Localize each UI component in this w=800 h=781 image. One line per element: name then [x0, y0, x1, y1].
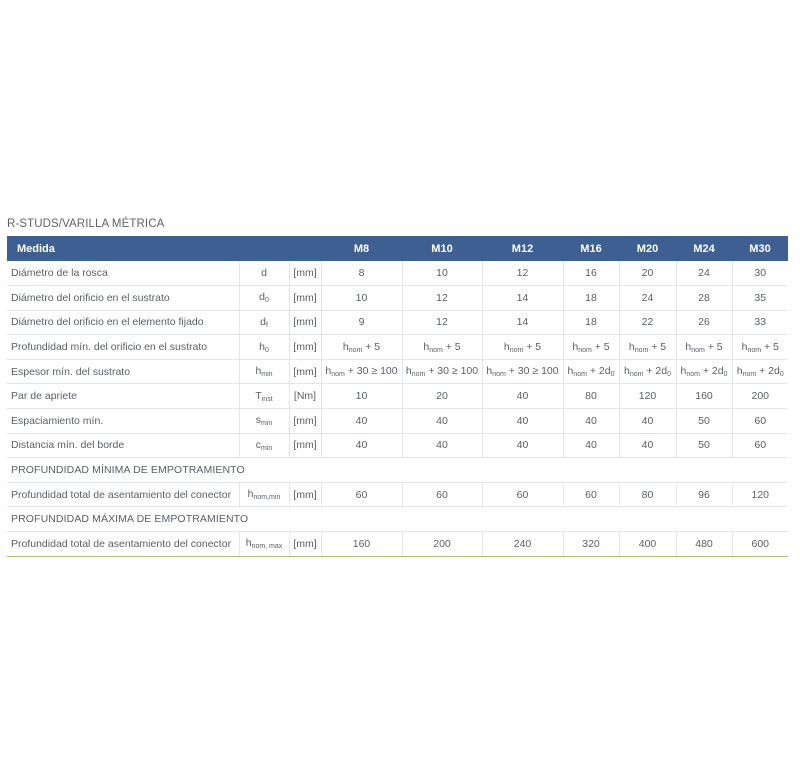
formula-subscript: nom: [686, 371, 700, 379]
value-cell: 24: [676, 261, 732, 286]
value-cell: 80: [619, 482, 676, 507]
formula-subscript: nom: [747, 346, 762, 354]
value-cell: 18: [563, 310, 619, 335]
value-cell: [402, 335, 482, 360]
value-cell: [619, 335, 676, 360]
row-symbol: [239, 310, 289, 335]
symbol-subscript: min: [261, 371, 273, 379]
value-cell: 26: [676, 310, 732, 335]
value-cell: [563, 359, 619, 384]
formula-var: h: [736, 365, 743, 378]
formula-var: h: [503, 340, 510, 353]
formula-var: h: [680, 365, 687, 378]
value-cell: 320: [563, 532, 619, 557]
formula-subscript: 0: [779, 371, 784, 379]
value-cell: 9: [321, 310, 402, 335]
formula-subscript: 0: [667, 371, 672, 379]
value-cell: [321, 359, 402, 384]
symbol-base: d: [259, 291, 265, 304]
symbol-base: h: [245, 537, 252, 550]
formula-rest: + 5: [704, 340, 723, 353]
value-cell: 50: [676, 433, 732, 458]
formula-rest: + 30 ≥ 100: [425, 365, 479, 378]
row-symbol: [239, 261, 289, 286]
symbol-base: h: [255, 365, 262, 378]
row-symbol: [239, 384, 289, 409]
value-cell: 40: [563, 409, 619, 434]
formula-subscript: nom: [634, 346, 649, 354]
symbol-subscript: min: [260, 420, 273, 428]
section-row: [7, 458, 788, 483]
value-cell: 60: [321, 482, 402, 507]
value-cell: 18: [563, 286, 619, 311]
section-heading: PROFUNDIDAD MÁXIMA DE EMPOTRAMIENTO: [7, 507, 788, 532]
value-cell: 600: [732, 532, 788, 557]
formula-var: h: [623, 365, 630, 378]
table-row: [7, 310, 788, 335]
value-cell: 10: [321, 384, 402, 409]
value-cell: 20: [619, 261, 676, 286]
formula-subscript: nom: [573, 371, 587, 379]
table-body: [7, 261, 788, 556]
formula-var: h: [628, 340, 635, 353]
formula-rest: + 5: [523, 340, 542, 353]
formula-rest: + 5: [362, 340, 381, 353]
value-cell: [732, 335, 788, 360]
formula-var: h: [423, 340, 430, 353]
header-size: M16: [580, 242, 602, 255]
formula-subscript: nom: [331, 371, 345, 379]
table-row: [7, 532, 788, 557]
symbol-base: h: [259, 340, 265, 353]
formula-subscript: nom: [348, 346, 363, 354]
formula-subscript: nom: [629, 371, 644, 379]
formula-rest: + 5: [761, 340, 779, 353]
value-cell: 200: [732, 384, 788, 409]
header-size: M12: [511, 242, 534, 255]
header-size: M8: [353, 242, 370, 255]
value-cell: 40: [563, 433, 619, 458]
value-cell: 28: [676, 286, 732, 311]
header-size: M24: [693, 242, 715, 255]
row-symbol: [239, 359, 289, 384]
value-cell: [732, 359, 788, 384]
row-unit: [mm]: [289, 482, 321, 507]
symbol-subscript: f: [265, 321, 268, 329]
specs-table: [7, 236, 788, 557]
row-symbol: [239, 409, 289, 434]
formula-rest: + 5: [648, 340, 667, 353]
symbol-subscript: inst: [261, 395, 273, 403]
symbol-base: T: [255, 389, 262, 402]
formula-var: h: [572, 340, 579, 353]
formula-subscript: nom: [578, 346, 592, 354]
value-cell: 240: [482, 532, 563, 557]
formula-subscript: 0: [723, 371, 728, 379]
table-row: [7, 433, 788, 458]
value-cell: 14: [482, 310, 563, 335]
row-unit: [mm]: [289, 409, 321, 434]
value-cell: [563, 335, 619, 360]
row-unit: [mm]: [289, 532, 321, 557]
row-unit: [mm]: [289, 261, 321, 286]
header-size: M20: [636, 242, 659, 255]
table-row: [7, 482, 788, 507]
formula-rest: + 5: [591, 340, 610, 353]
value-cell: 480: [676, 532, 732, 557]
value-cell: 10: [321, 286, 402, 311]
formula-subscript: nom: [492, 371, 506, 379]
formula-rest: + 2d: [699, 365, 724, 378]
value-cell: [482, 359, 563, 384]
row-unit: [mm]: [289, 433, 321, 458]
value-cell: 14: [482, 286, 563, 311]
value-cell: 160: [676, 384, 732, 409]
value-cell: 80: [563, 384, 619, 409]
value-cell: [402, 359, 482, 384]
table-row: [7, 286, 788, 311]
formula-subscript: nom: [742, 371, 757, 379]
value-cell: 160: [321, 532, 402, 557]
header-measure: Medida: [17, 242, 55, 255]
row-label: Diámetro del orificio en el sustrato: [7, 286, 239, 311]
value-cell: [676, 359, 732, 384]
row-label: Espaciamiento mín.: [7, 409, 239, 434]
value-cell: 30: [732, 261, 788, 286]
value-cell: 40: [402, 409, 482, 434]
value-cell: 400: [619, 532, 676, 557]
row-unit: [mm]: [289, 286, 321, 311]
formula-subscript: nom: [429, 346, 443, 354]
header-row: [7, 236, 788, 261]
symbol-subscript: nom, max: [251, 543, 283, 551]
row-unit: [mm]: [289, 310, 321, 335]
row-symbol: [239, 433, 289, 458]
formula-rest: + 2d: [586, 365, 611, 378]
value-cell: 60: [732, 409, 788, 434]
row-label: Espesor mín. del sustrato: [7, 359, 239, 384]
formula-rest: + 30 ≥ 100: [505, 365, 559, 378]
value-cell: 60: [563, 482, 619, 507]
value-cell: 40: [619, 433, 676, 458]
formula-var: h: [567, 365, 574, 378]
value-cell: 12: [402, 310, 482, 335]
table-row: [7, 261, 788, 286]
section-heading: PROFUNDIDAD MÍNIMA DE EMPOTRAMIENTO: [7, 458, 788, 483]
value-cell: [619, 359, 676, 384]
table-title: R-STUDS/VARILLA MÉTRICA: [7, 218, 165, 230]
formula-var: h: [685, 340, 692, 353]
header-size: M10: [431, 242, 453, 255]
formula-subscript: nom: [411, 371, 426, 379]
section-row: [7, 507, 788, 532]
formula-var: h: [342, 340, 349, 353]
value-cell: 60: [732, 433, 788, 458]
table-row: [7, 335, 788, 360]
row-label: Profundidad total de asentamiento del conector: [7, 532, 239, 557]
row-symbol: [239, 335, 289, 360]
value-cell: 22: [619, 310, 676, 335]
value-cell: 20: [402, 384, 482, 409]
value-cell: 40: [482, 433, 563, 458]
value-cell: 16: [563, 261, 619, 286]
formula-rest: + 2d: [643, 365, 668, 378]
formula-subscript: nom: [691, 346, 705, 354]
table-row: [7, 359, 788, 384]
value-cell: 200: [402, 532, 482, 557]
table-row: [7, 409, 788, 434]
formula-rest: + 30 ≥ 100: [344, 365, 398, 378]
value-cell: 12: [402, 286, 482, 311]
table-header: [7, 236, 788, 261]
value-cell: 60: [402, 482, 482, 507]
value-cell: 40: [482, 384, 563, 409]
symbol-subscript: 0: [264, 346, 269, 354]
symbol-base: d: [260, 315, 266, 328]
symbol-base: c: [255, 438, 261, 451]
formula-rest: + 2d: [756, 365, 780, 378]
symbol-subscript: min: [260, 444, 273, 452]
formula-subscript: nom: [509, 346, 524, 354]
value-cell: 35: [732, 286, 788, 311]
value-cell: 33: [732, 310, 788, 335]
value-cell: 8: [321, 261, 402, 286]
value-cell: 120: [619, 384, 676, 409]
value-cell: 96: [676, 482, 732, 507]
row-label: Diámetro de la rosca: [7, 261, 239, 286]
row-label: Profundidad total de asentamiento del conector: [7, 482, 239, 507]
formula-var: h: [486, 365, 493, 378]
row-unit: [mm]: [289, 359, 321, 384]
symbol-base: h: [247, 488, 254, 501]
value-cell: 40: [402, 433, 482, 458]
value-cell: 50: [676, 409, 732, 434]
value-cell: 40: [619, 409, 676, 434]
value-cell: 10: [402, 261, 482, 286]
value-cell: 60: [482, 482, 563, 507]
formula-subscript: 0: [610, 371, 615, 379]
formula-var: h: [325, 365, 332, 378]
row-label: Distancia mín. del borde: [7, 433, 239, 458]
value-cell: 24: [619, 286, 676, 311]
value-cell: 40: [321, 433, 402, 458]
value-cell: 12: [482, 261, 563, 286]
value-cell: [321, 335, 402, 360]
formula-rest: + 5: [442, 340, 461, 353]
table-row: [7, 384, 788, 409]
row-symbol: [239, 532, 289, 557]
symbol-subscript: 0: [264, 297, 269, 305]
symbol-subscript: nom,min: [253, 494, 281, 502]
row-unit: [mm]: [289, 335, 321, 360]
header-size: M30: [749, 242, 771, 255]
row-symbol: [239, 482, 289, 507]
value-cell: 120: [732, 482, 788, 507]
value-cell: 40: [482, 409, 563, 434]
formula-var: h: [405, 365, 412, 378]
row-label: Diámetro del orificio en el elemento fijado: [7, 310, 239, 335]
row-label: Par de apriete: [7, 384, 239, 409]
symbol-base: d: [261, 267, 267, 280]
row-unit: [Nm]: [289, 384, 321, 409]
row-symbol: [239, 286, 289, 311]
value-cell: [676, 335, 732, 360]
formula-var: h: [741, 340, 748, 353]
row-label: Profundidad mín. del orificio en el sustrato: [7, 335, 239, 360]
symbol-base: s: [255, 414, 261, 427]
value-cell: 40: [321, 409, 402, 434]
value-cell: [482, 335, 563, 360]
